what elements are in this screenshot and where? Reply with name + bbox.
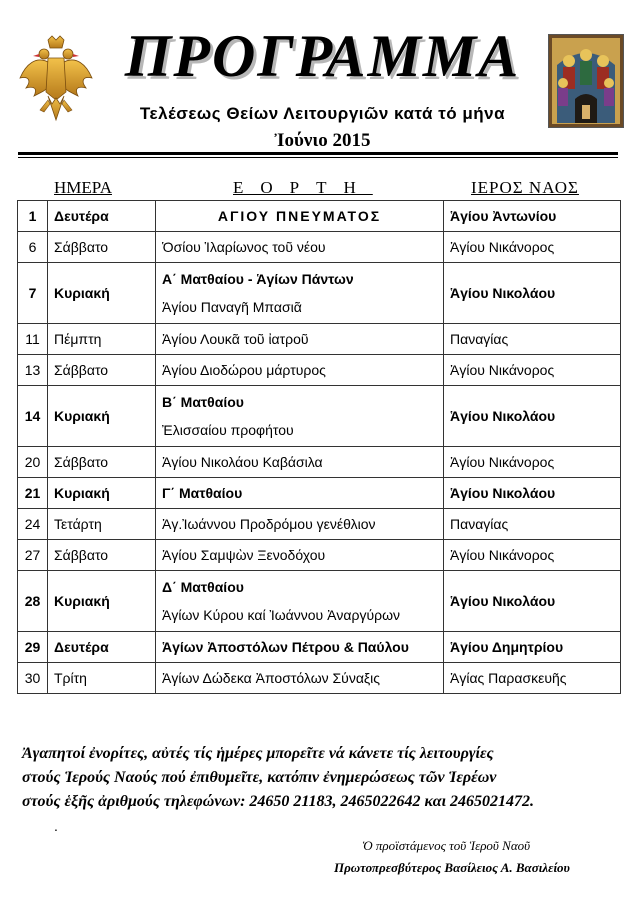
signature-role: Ὁ προϊστάμενος τοῦ Ἱεροῦ Ναοῦ (362, 838, 531, 853)
page-title: ΠΡΟΓΡΑΜΜΑ (124, 23, 521, 89)
table-row (18, 355, 621, 386)
church-name: Ἁγίου Ἀντωνίου (444, 201, 621, 232)
day-number: 30 (18, 663, 48, 694)
notice-line: Ἀγαπητοί ἐνορίτες, αὐτές τίς ἡμέρες μπορεῖτε νά κάνετε τίς λειτουργίες (22, 745, 494, 762)
feast-cell (156, 263, 444, 324)
feast-name: Ἁγίου Διοδώρου μάρτυρος (156, 355, 444, 386)
weekday: Τρίτη (48, 663, 156, 694)
feast-name: Ἁγίου Νικολάου Καβάσιλα (156, 447, 444, 478)
day-number: 7 (18, 263, 48, 324)
feast-name: Ἁγ.Ἰωάννου Προδρόμου γενέθλιον (156, 509, 444, 540)
stray-dot: . (54, 818, 58, 834)
feast-name: Δ΄ Ματθαίου (162, 579, 244, 595)
column-header-church: ΙΕΡΟΣ ΝΑΟΣ (471, 178, 579, 197)
day-number: 21 (18, 478, 48, 509)
weekday: Κυριακή (48, 386, 156, 447)
table-row (18, 447, 621, 478)
weekday: Κυριακή (48, 263, 156, 324)
day-number: 11 (18, 324, 48, 355)
column-header-day: ΗΜΕΡΑ (54, 178, 112, 197)
church-name: Παναγίας (444, 509, 621, 540)
weekday: Σάββατο (48, 232, 156, 263)
church-name: Ἁγίας Παρασκευῆς (444, 663, 621, 694)
weekday: Κυριακή (48, 478, 156, 509)
weekday: Κυριακή (48, 571, 156, 632)
day-number: 29 (18, 632, 48, 663)
feast-name: Ὁσίου Ἱλαρίωνος τοῦ νέου (156, 232, 444, 263)
church-name: Ἁγίου Νικολάου (444, 263, 621, 324)
schedule-table (17, 200, 621, 694)
feast-name: ΑΓΙΟΥ ΠΝΕΥΜΑΤΟΣ (156, 201, 444, 232)
feast-name: Γ΄ Ματθαίου (156, 478, 444, 509)
weekday: Δευτέρα (48, 632, 156, 663)
notice-paragraph (22, 742, 622, 814)
day-number: 20 (18, 447, 48, 478)
table-row (18, 509, 621, 540)
orthodox-icon (548, 34, 624, 128)
church-name: Παναγίας (444, 324, 621, 355)
day-number: 14 (18, 386, 48, 447)
feast-cell (156, 386, 444, 447)
table-row (18, 386, 621, 447)
church-name: Ἁγίου Νικάνορος (444, 540, 621, 571)
table-row (18, 663, 621, 694)
weekday: Σάββατο (48, 447, 156, 478)
feast-name: Β΄ Ματθαίου (162, 394, 244, 410)
day-number: 6 (18, 232, 48, 263)
header-divider-thin (18, 157, 618, 158)
table-row (18, 263, 621, 324)
church-name: Ἁγίου Νικολάου (444, 386, 621, 447)
weekday: Πέμπτη (48, 324, 156, 355)
feast-name: Ἁγίου Λουκᾶ τοῦ ἰατροῦ (156, 324, 444, 355)
feast-secondary: Ἐλισσαίου προφήτου (162, 422, 294, 438)
feast-cell (156, 571, 444, 632)
table-row (18, 632, 621, 663)
feast-secondary: Ἁγίου Παναγῆ Μπασιᾶ (162, 299, 302, 315)
weekday: Δευτέρα (48, 201, 156, 232)
signature-name: Πρωτοπρεσβύτερος Βασίλειος Α. Βασιλείου (334, 860, 570, 875)
table-row (18, 324, 621, 355)
header-divider (18, 152, 618, 155)
feast-name: Ἁγίων Ἀποστόλων Πέτρου & Παύλου (156, 632, 444, 663)
church-name: Ἁγίου Νικολάου (444, 478, 621, 509)
church-name: Ἁγίου Νικάνορος (444, 232, 621, 263)
day-number: 13 (18, 355, 48, 386)
table-row (18, 232, 621, 263)
subtitle: Τελέσεως Θείων Λειτουργιῶν κατά τό μήνα (139, 104, 506, 123)
weekday: Σάββατο (48, 355, 156, 386)
notice-line: στούς Ἱερούς Ναούς πού ἐπιθυμεῖτε, κατόπιν ἐνημερώσεως τῶν Ἱερέων (22, 769, 497, 786)
church-name: Ἁγίου Νικάνορος (444, 355, 621, 386)
day-number: 28 (18, 571, 48, 632)
day-number: 1 (18, 201, 48, 232)
notice-line: στούς ἑξῆς ἀριθμούς τηλεφώνων: 24650 21183, 2465022642 και 2465021472. (22, 793, 535, 810)
table-row (18, 478, 621, 509)
weekday: Σάββατο (48, 540, 156, 571)
church-name: Ἁγίου Νικάνορος (444, 447, 621, 478)
table-row (18, 571, 621, 632)
day-number: 27 (18, 540, 48, 571)
double-headed-eagle-icon (18, 34, 94, 126)
column-header-feast: ΕΟΡΤΗ (233, 178, 373, 197)
table-row (18, 540, 621, 571)
feast-name: Ἁγίου Σαμψὼν Ξενοδόχου (156, 540, 444, 571)
feast-name: Α΄ Ματθαίου - Ἁγίων Πάντων (162, 271, 354, 287)
feast-secondary: Ἁγίων Κύρου καί Ἰωάννου Ἀναργύρων (162, 607, 401, 623)
feast-name: Ἁγίων Δώδεκα Ἀποστόλων Σύναξις (156, 663, 444, 694)
table-row (18, 201, 621, 232)
church-name: Ἁγίου Δημητρίου (444, 632, 621, 663)
month-label: Ἰούνιο 2015 (274, 130, 371, 151)
weekday: Τετάρτη (48, 509, 156, 540)
day-number: 24 (18, 509, 48, 540)
church-name: Ἁγίου Νικολάου (444, 571, 621, 632)
